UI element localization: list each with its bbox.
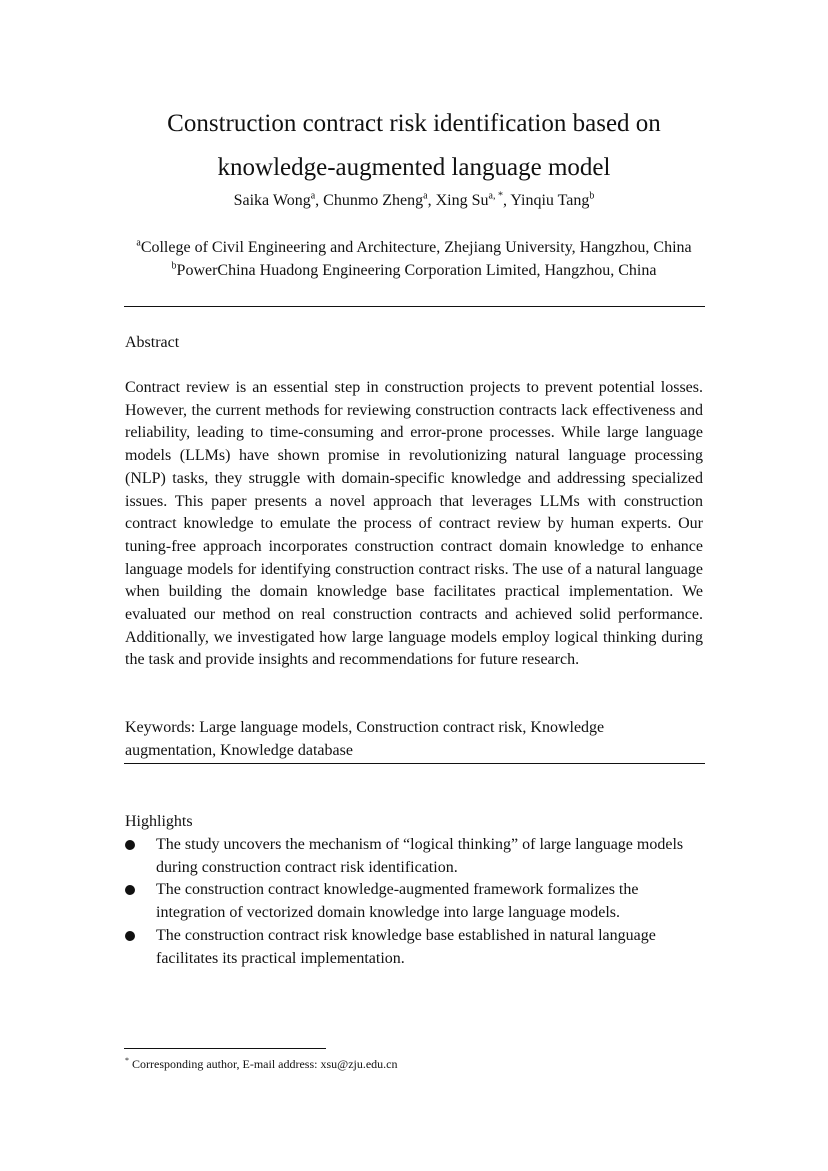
author-separator: ,: [502, 192, 511, 209]
highlight-text: The construction contract knowledge-augmented framework formalizes the integration of vectorized domain knowledge into large language models.: [156, 881, 639, 922]
affiliation-text: PowerChina Huadong Engineering Corporation Limited, Hangzhou, China: [176, 262, 657, 279]
affiliation-mark: b: [171, 260, 177, 272]
footnote-divider: [124, 1048, 326, 1049]
list-item: [125, 834, 686, 879]
keywords: [125, 717, 703, 762]
author-mark: a: [423, 190, 428, 202]
title-line-1: Construction contract risk identification based on: [167, 110, 661, 137]
bullet-icon: [125, 931, 135, 941]
keywords-text: Keywords: Large language models, Construction contract risk, Knowledge augmentation, Knowledge database: [125, 719, 605, 759]
list-item: [125, 879, 686, 924]
paper-title: [110, 102, 718, 190]
author-list: [110, 190, 718, 212]
author-name: Xing Su: [435, 192, 489, 209]
footnote-mark: *: [125, 1056, 129, 1065]
bullet-icon: [125, 840, 135, 850]
abstract-text: Contract review is an essential step in construction projects to prevent potential losses. However, the current methods for reviewing construction contracts lack effectiveness and reliability, leading to time-consuming and error-prone processes. While large language models (LLMs) have shown promise in revolutionizing natural language processing (NLP) tasks, they struggle with domain-specific knowledge and addressing specialized issues. This paper presents a novel approach that leverages LLMs with construction contract knowledge to emulate the process of contract review by human experts. Our tuning-free approach incorporates construction contract domain knowledge to enhance language models for identifying construction contract risks. The use of a natural language when building the domain knowledge base facilitates practical implementation. We evaluated our method on real construction contracts and achieved solid performance. Additionally, we investigated how large language models employ logical thinking during the task and provide insights and recommendations for future research.: [125, 379, 703, 669]
abstract-heading: Abstract: [125, 334, 180, 351]
affiliations: [124, 236, 704, 282]
highlights-list: [125, 834, 703, 970]
highlights-heading: Highlights: [125, 813, 193, 830]
footnote: [125, 1056, 398, 1072]
author-separator: ,: [315, 192, 324, 209]
author-mark: a: [310, 190, 316, 202]
header-divider: [124, 306, 705, 307]
affiliation-a: [124, 236, 704, 259]
author-name: Yinqiu Tang: [510, 192, 590, 209]
affiliation-text: College of Civil Engineering and Architecture, Zhejiang University, Hangzhou, China: [140, 239, 692, 256]
author-mark: b: [589, 190, 595, 202]
title-line-2: knowledge-augmented language model: [217, 154, 611, 181]
affiliation-mark: a: [136, 237, 141, 249]
bullet-icon: [125, 885, 135, 895]
footnote-text: Corresponding author, E-mail address: xsu@zju.edu.cn: [129, 1057, 398, 1071]
author-separator: ,: [427, 192, 436, 209]
author-name: Chunmo Zheng: [323, 192, 424, 209]
affiliation-b: [124, 259, 704, 282]
keywords-divider: [124, 763, 705, 764]
author-name: Saika Wong: [233, 192, 311, 209]
highlight-text: The study uncovers the mechanism of “logical thinking” of large language models during construction contract risk identification.: [156, 836, 684, 876]
author-mark: a, *: [488, 190, 503, 202]
highlight-text: The construction contract risk knowledge base established in natural language facilitates its practical implementation.: [156, 926, 656, 967]
list-item: [125, 925, 686, 970]
